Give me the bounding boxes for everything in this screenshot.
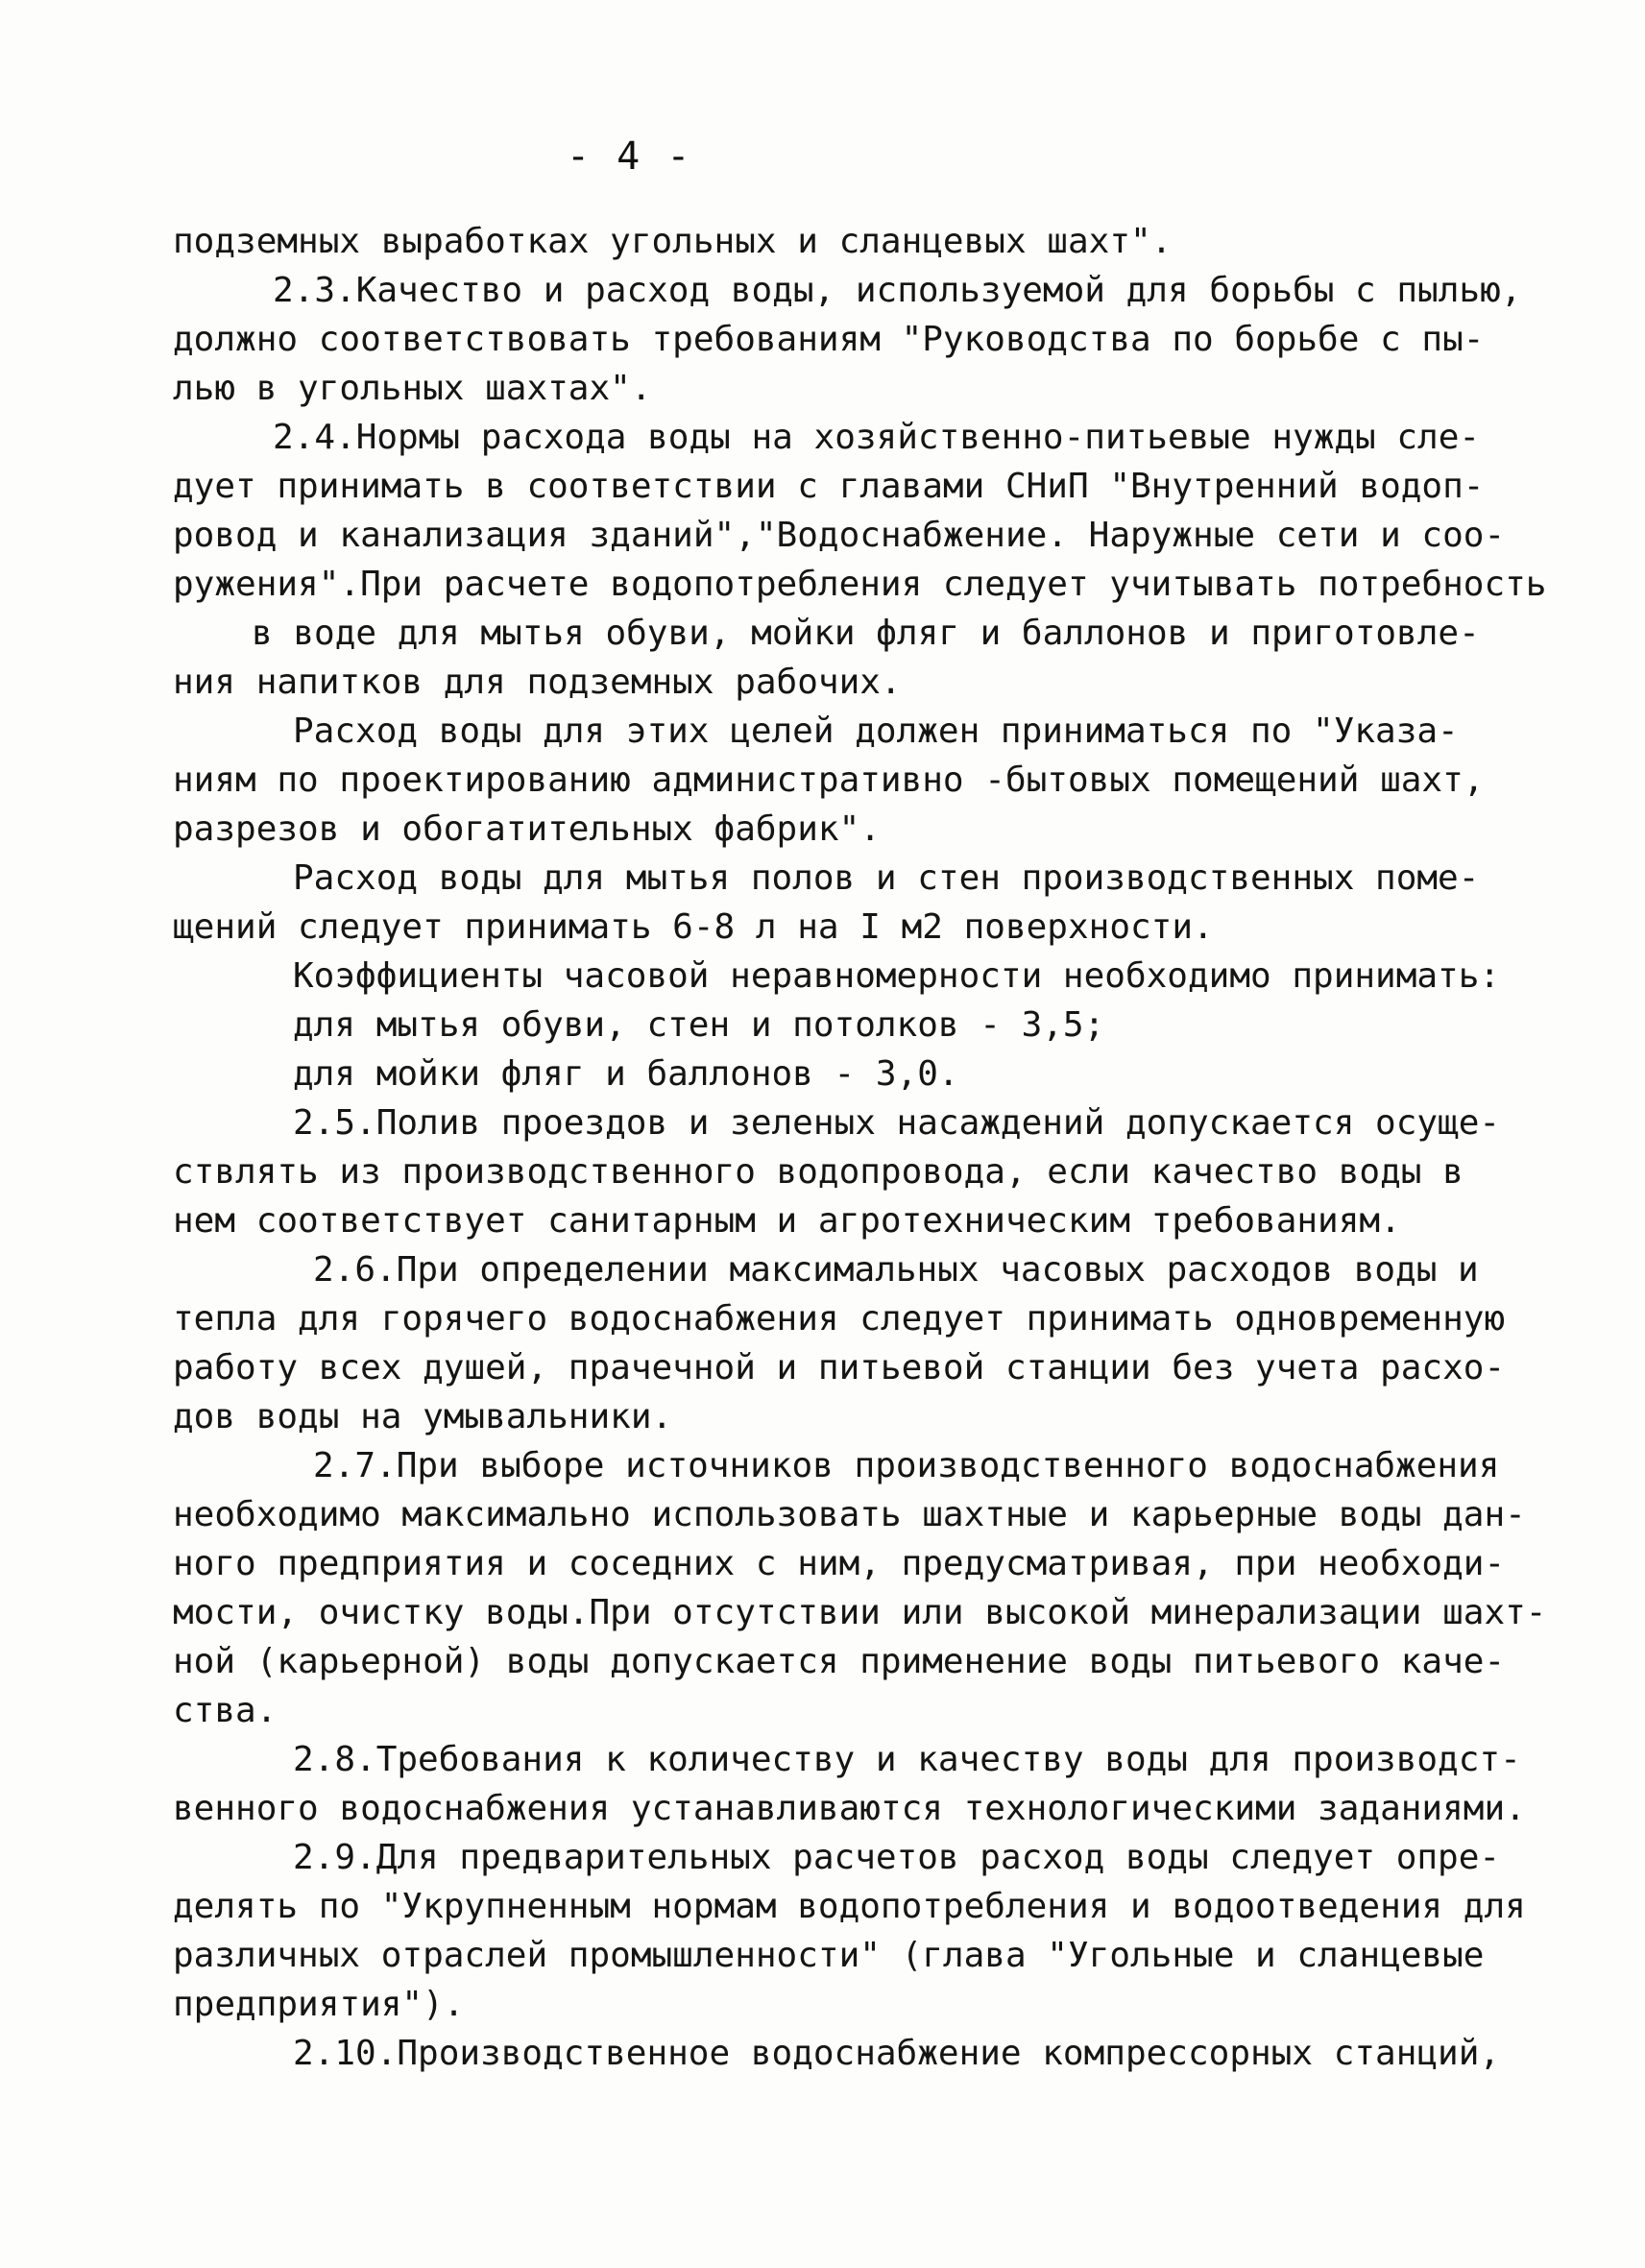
text-line: венного водоснабжения устанавливаются технологическими заданиями. (173, 1789, 1526, 1828)
text-line: ниям по проектированию административно -бытовых помещений шахт, (173, 760, 1485, 800)
text-line: 2.10.Производственное водоснабжение компрессорных станций, (293, 2034, 1501, 2073)
text-line: предприятия"). (173, 1985, 465, 2024)
text-line: работу всех душей, прачечной и питьевой станции без учета расхо- (173, 1348, 1506, 1387)
text-line: для мойки фляг и баллонов - 3,0. (293, 1054, 959, 1094)
text-line: Расход воды для мытья полов и стен производственных поме- (293, 858, 1480, 898)
text-line: 2.5.Полив проездов и зеленых насаждений допускается осуще- (293, 1103, 1501, 1143)
text-line: ружения".При расчете водопотребления следует учитывать потребность (173, 565, 1547, 604)
text-line: должно соответствовать требованиям "Руководства по борьбе с пы- (173, 320, 1485, 359)
text-line: различных отраслей промышленности" (глава "Угольные и сланцевые (173, 1936, 1485, 1975)
text-line: делять по "Укрупненным нормам водопотребления и водоотведения для (173, 1887, 1526, 1926)
text-line: ного предприятия и соседних с ним, предусматривая, при необходи- (173, 1544, 1506, 1583)
text-line: 2.7.При выборе источников производственного водоснабжения (313, 1446, 1500, 1485)
text-line: лью в угольных шахтах". (173, 369, 652, 408)
text-line: 2.9.Для предварительных расчетов расход воды следует опре- (293, 1838, 1501, 1877)
text-line: щений следует принимать 6-8 л на I м2 поверхности. (173, 907, 1214, 947)
text-line: 2.6.При определении максимальных часовых расходов воды и (313, 1250, 1479, 1290)
text-line: ной (карьерной) воды допускается применение воды питьевого каче- (173, 1642, 1506, 1681)
text-line: нем соответствует санитарным и агротехническим требованиям. (173, 1201, 1401, 1241)
text-line: дов воды на умывальники. (173, 1397, 673, 1436)
text-line: подземных выработках угольных и сланцевых шахт". (173, 222, 1173, 261)
text-line: ния напитков для подземных рабочих. (173, 663, 902, 702)
text-line: необходимо максимально использовать шахтные и карьерные воды дан- (173, 1495, 1526, 1534)
text-line: тепла для горячего водоснабжения следует принимать одновременную (173, 1299, 1506, 1339)
text-line: ствлять из производственного водопровода, если качество воды в (173, 1152, 1464, 1192)
text-line: 2.8.Требования к количеству и качеству воды для производст- (293, 1740, 1521, 1779)
text-line: разрезов и обогатительных фабрик". (173, 809, 881, 849)
text-line: ства. (173, 1691, 278, 1730)
page-number: - 4 - (567, 134, 692, 179)
text-line: ровод и канализация зданий","Водоснабжение. Наружные сети и соо- (173, 516, 1506, 555)
text-line: дует принимать в соответствии с главами СНиП "Внутренний водоп- (173, 467, 1485, 506)
text-line: 2.4.Нормы расхода воды на хозяйственно-питьевые нужды сле- (273, 418, 1481, 457)
text-line: Расход воды для этих целей должен приниматься по "Указа- (293, 712, 1459, 751)
text-line: в воде для мытья обуви, мойки фляг и баллонов и приготовле- (252, 614, 1480, 653)
text-line: 2.3.Качество и расход воды, используемой для борьбы с пылью, (273, 271, 1522, 310)
text-line: мости, очистку воды.При отсутствии или высокой минерализации шахт- (173, 1593, 1547, 1632)
text-line: Коэффициенты часовой неравномерности необходимо принимать: (293, 956, 1501, 996)
text-line: для мытья обуви, стен и потолков - 3,5; (293, 1005, 1105, 1045)
